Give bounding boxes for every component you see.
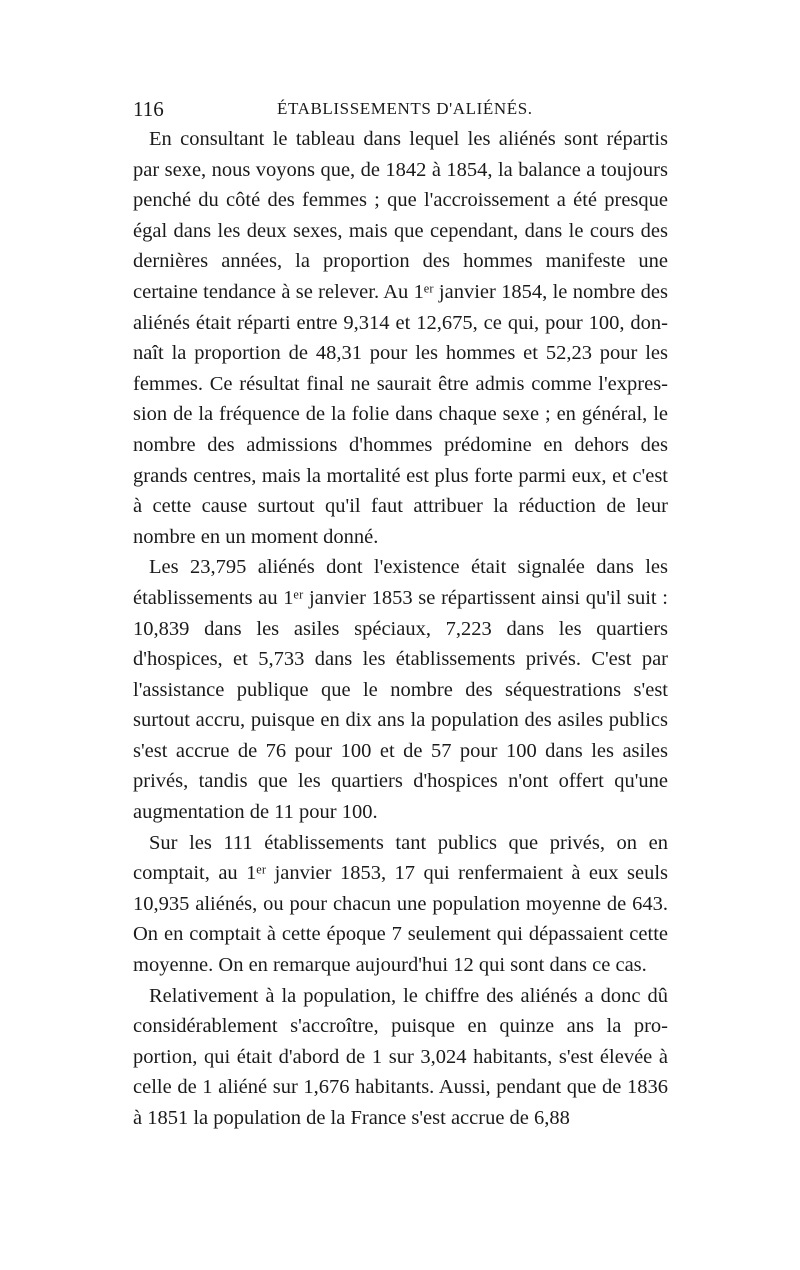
paragraph-establishments-1853: Les 23,795 aliénés dont l'existence était signalée dans les établissements au 1ᵉʳ janvier 1853 se répartissent ainsi qu'il suit : 10,839 dans les asiles spéciaux, 7,223 dans les quartiers d'hospices, et 5,733 dans les établissements privés. C'est par l'assistance publique que le nombre des séquestrations s'est surtout accru, puisque en dix ans la population des asiles publics s'est accrue de 76 pour 100 et de 57 pour 100 dans les asiles privés, tandis que les quartiers d'hospices n'ont offert qu'une augmentation de 11 pour 100. <box>133 556 668 824</box>
page-number: 116 <box>133 97 164 121</box>
running-title: ÉTABLISSEMENTS D'ALIÉNÉS. <box>277 99 533 118</box>
paragraph-large-establishments: Sur les 111 établissements tant publics que privés, on en comptait, au 1ᵉʳ janvier 1853, 17 qui renfermaient à eux seuls 10,935 aliénés, ou pour chacun une population moyenne de 643. On en comptait à cette époque 7 seulement qui dépassaient cette moyenne. On en remarque aujourd'hui 12 qui sont dans ce cas. <box>133 831 668 977</box>
running-header <box>133 94 668 124</box>
book-page <box>133 94 668 1134</box>
paragraph-population-ratio: Relativement à la population, le chiffre des aliénés a donc dû considérablement s'accroître, puisque en quinze ans la proportion, qui était d'abord de 1 sur 3,024 habitants, s'est élevée à celle de 1 aliéné sur 1,676 habitants. Aussi, pendant que de 1836 à 1851 la population de la France s'est accrue de 6,88 <box>133 984 668 1129</box>
paragraph-sex-distribution: En consultant le tableau dans lequel les aliénés sont répartis par sexe, nous voyons que, de 1842 à 1854, la balance a toujours penché du côté des femmes ; que l'accroissement a été presque égal dans les deux sexes, mais que cependant, dans le cours des dernières années, la proportion des hommes manifeste une certaine tendance à se relever. Au 1ᵉʳ janvier 1854, le nombre des aliénés était réparti entre 9,314 et 12,675, ce qui, pour 100, donnaît la proportion de 48,31 pour les hommes et 52,23 pour les femmes. Ce résultat final ne saurait être admis comme l'expression de la fréquence de la folie dans chaque sexe ; en général, le nombre des admissions d'hommes prédomine en dehors des grands centres, mais la mortalité est plus forte parmi eux, et c'est à cette cause surtout qu'il faut attribuer la réduction de leur nombre en un moment donné. <box>133 128 668 548</box>
